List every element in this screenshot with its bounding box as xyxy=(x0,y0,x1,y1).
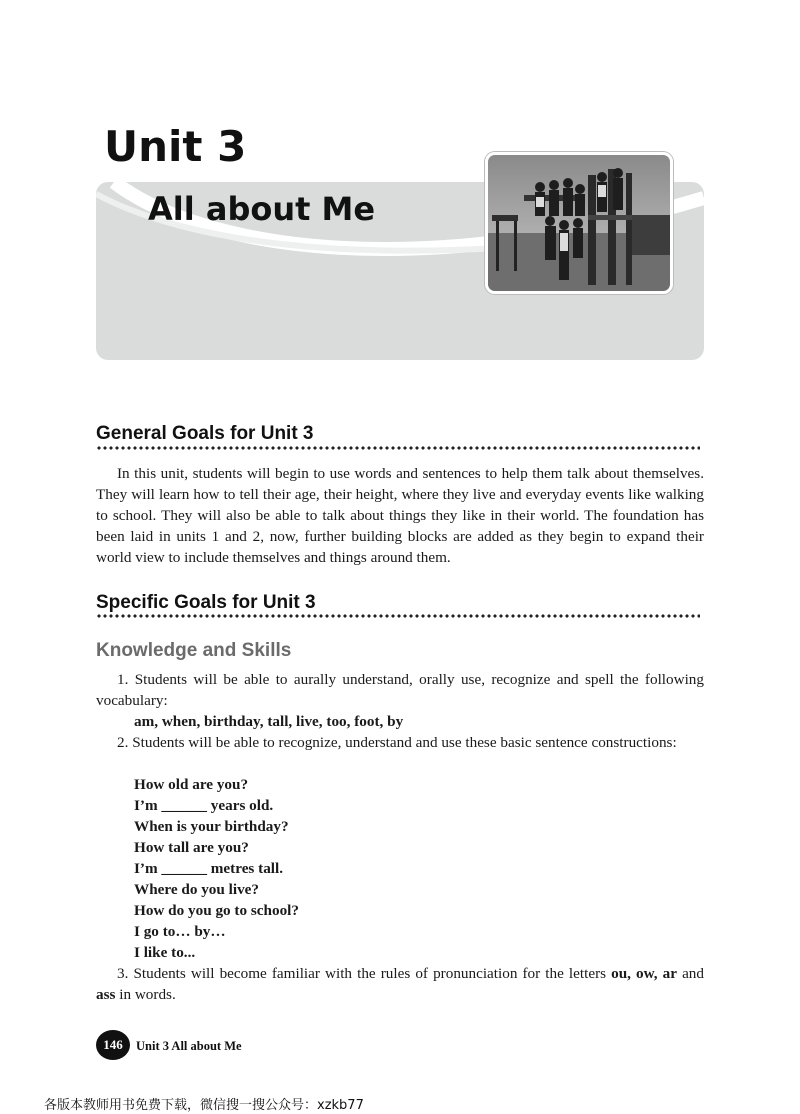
sentence-line: How tall are you? xyxy=(134,839,249,856)
vocabulary-list: am, when, birthday, tall, live, too, foot, by xyxy=(134,713,404,730)
download-watermark: 各版本教师用书免费下载，微信搜一搜公众号：xzkb77 xyxy=(44,1098,364,1113)
knowledge-skills-heading: Knowledge and Skills xyxy=(96,640,292,661)
specific-goals-heading: Specific Goals for Unit 3 xyxy=(96,592,316,613)
sentence-line: I’m ______ years old. xyxy=(134,797,274,814)
sentence-line: When is your birthday? xyxy=(134,818,289,835)
heading-dotted-rule xyxy=(96,614,700,618)
sentence-line: How old are you? xyxy=(134,776,249,793)
general-goals-paragraph: In this unit, students will begin to use words and sentences to help them talk about themselves. They will learn how to tell their age, their height, where they live and everyday events like walking to school. They will also be able to talk about things they like in their world. The foundation has been laid in units 1 and 2, now, further building blocks are added as they begin to expand their world view to include themselves and things around them. xyxy=(96,465,704,566)
goal-item-3-text: and xyxy=(676,965,704,982)
goal-item-3 xyxy=(96,963,704,1005)
sentence-line: How do you go to school? xyxy=(134,902,299,919)
goal-item-2: 2. Students will be able to recognize, understand and use these basic sentence constructions: xyxy=(117,734,677,751)
goal-item-3-text: 3. Students will become familiar with the rules of pronunciation for the letters xyxy=(117,965,612,982)
unit-photo xyxy=(485,152,673,294)
sentence-line: Where do you live? xyxy=(134,881,260,898)
general-goals-heading: General Goals for Unit 3 xyxy=(96,423,314,444)
sentence-line: I go to… by… xyxy=(134,923,226,940)
goal-item-1: 1. Students will be able to aurally understand, orally use, recognize and spell the following vocabulary: xyxy=(96,671,704,709)
unit-title: Unit 3 xyxy=(104,122,247,171)
page-number: 146 xyxy=(96,1030,130,1060)
children-playground-photo xyxy=(488,155,670,291)
running-title: Unit 3 All about Me xyxy=(136,1039,242,1053)
sentence-line: I like to... xyxy=(134,944,196,961)
letters-bold: ass xyxy=(96,986,116,1003)
unit-subtitle: All about Me xyxy=(148,190,376,228)
goal-item-3-text: in words. xyxy=(115,986,176,1003)
heading-dotted-rule xyxy=(96,446,700,450)
letters-bold: ou, ow, ar xyxy=(611,965,677,982)
sentence-line: I’m ______ metres tall. xyxy=(134,860,284,877)
